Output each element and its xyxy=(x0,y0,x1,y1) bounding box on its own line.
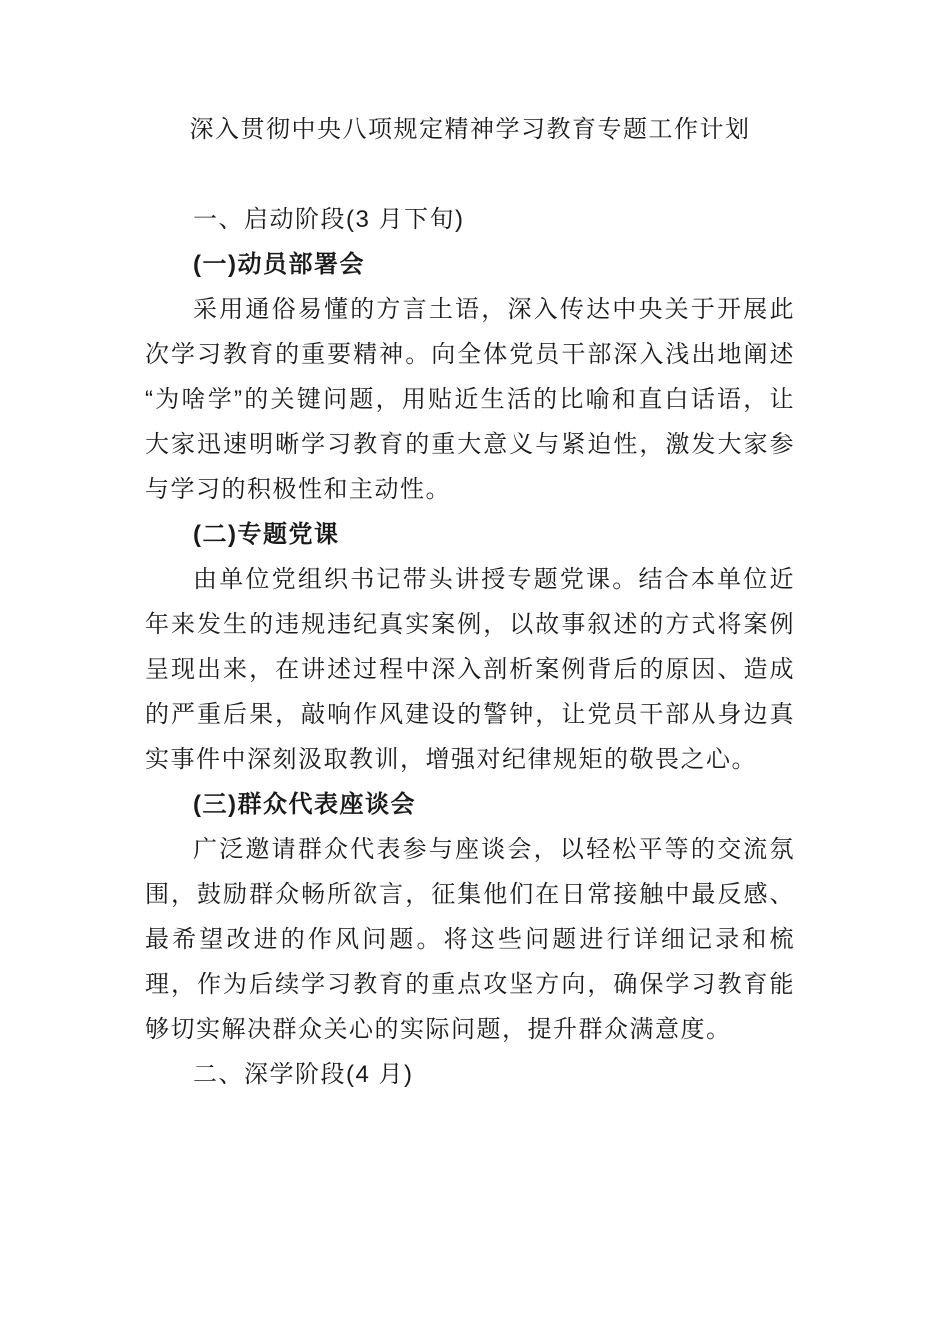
paragraph-public-representative-forum: 广泛邀请群众代表参与座谈会，以轻松平等的交流氛围，鼓励群众畅所欲言，征集他们在日常接触中最反感、最希望改进的作风问题。将这些问题进行详细记录和梳理，作为后续学习教育的重点攻坚方向，确保学习教育能够切实解决群众关心的实际问题，提升群众满意度。 xyxy=(145,836,795,1043)
phase-heading-launch: 一、启动阶段(3 月下旬) xyxy=(193,206,465,233)
subheading-public-representative-forum: (三)群众代表座谈会 xyxy=(193,791,416,818)
phase-heading-deep-study: 二、深学阶段(4 月) xyxy=(193,1061,414,1088)
subheading-mobilization-meeting: (一)动员部署会 xyxy=(193,251,365,278)
document-title: 深入贯彻中央八项规定精神学习教育专题工作计划 xyxy=(189,116,751,143)
paragraph-special-party-lecture: 由单位党组织书记带头讲授专题党课。结合本单位近年来发生的违规违纪真实案例，以故事叙述的方式将案例呈现出来，在讲述过程中深入剖析案例背后的原因、造成的严重后果，敲响作风建设的警钟，让党员干部从身边真实事件中深刻汲取教训，增强对纪律规矩的敬畏之心。 xyxy=(145,566,795,773)
paragraph-mobilization-meeting: 采用通俗易懂的方言土语，深入传达中央关于开展此次学习教育的重要精神。向全体党员干部深入浅出地阐述“为啥学”的关键问题，用贴近生活的比喻和直白话语，让大家迅速明晰学习教育的重大意义与紧迫性，激发大家参与学习的积极性和主动性。 xyxy=(145,296,795,503)
subheading-special-party-lecture: (二)专题党课 xyxy=(193,521,340,548)
